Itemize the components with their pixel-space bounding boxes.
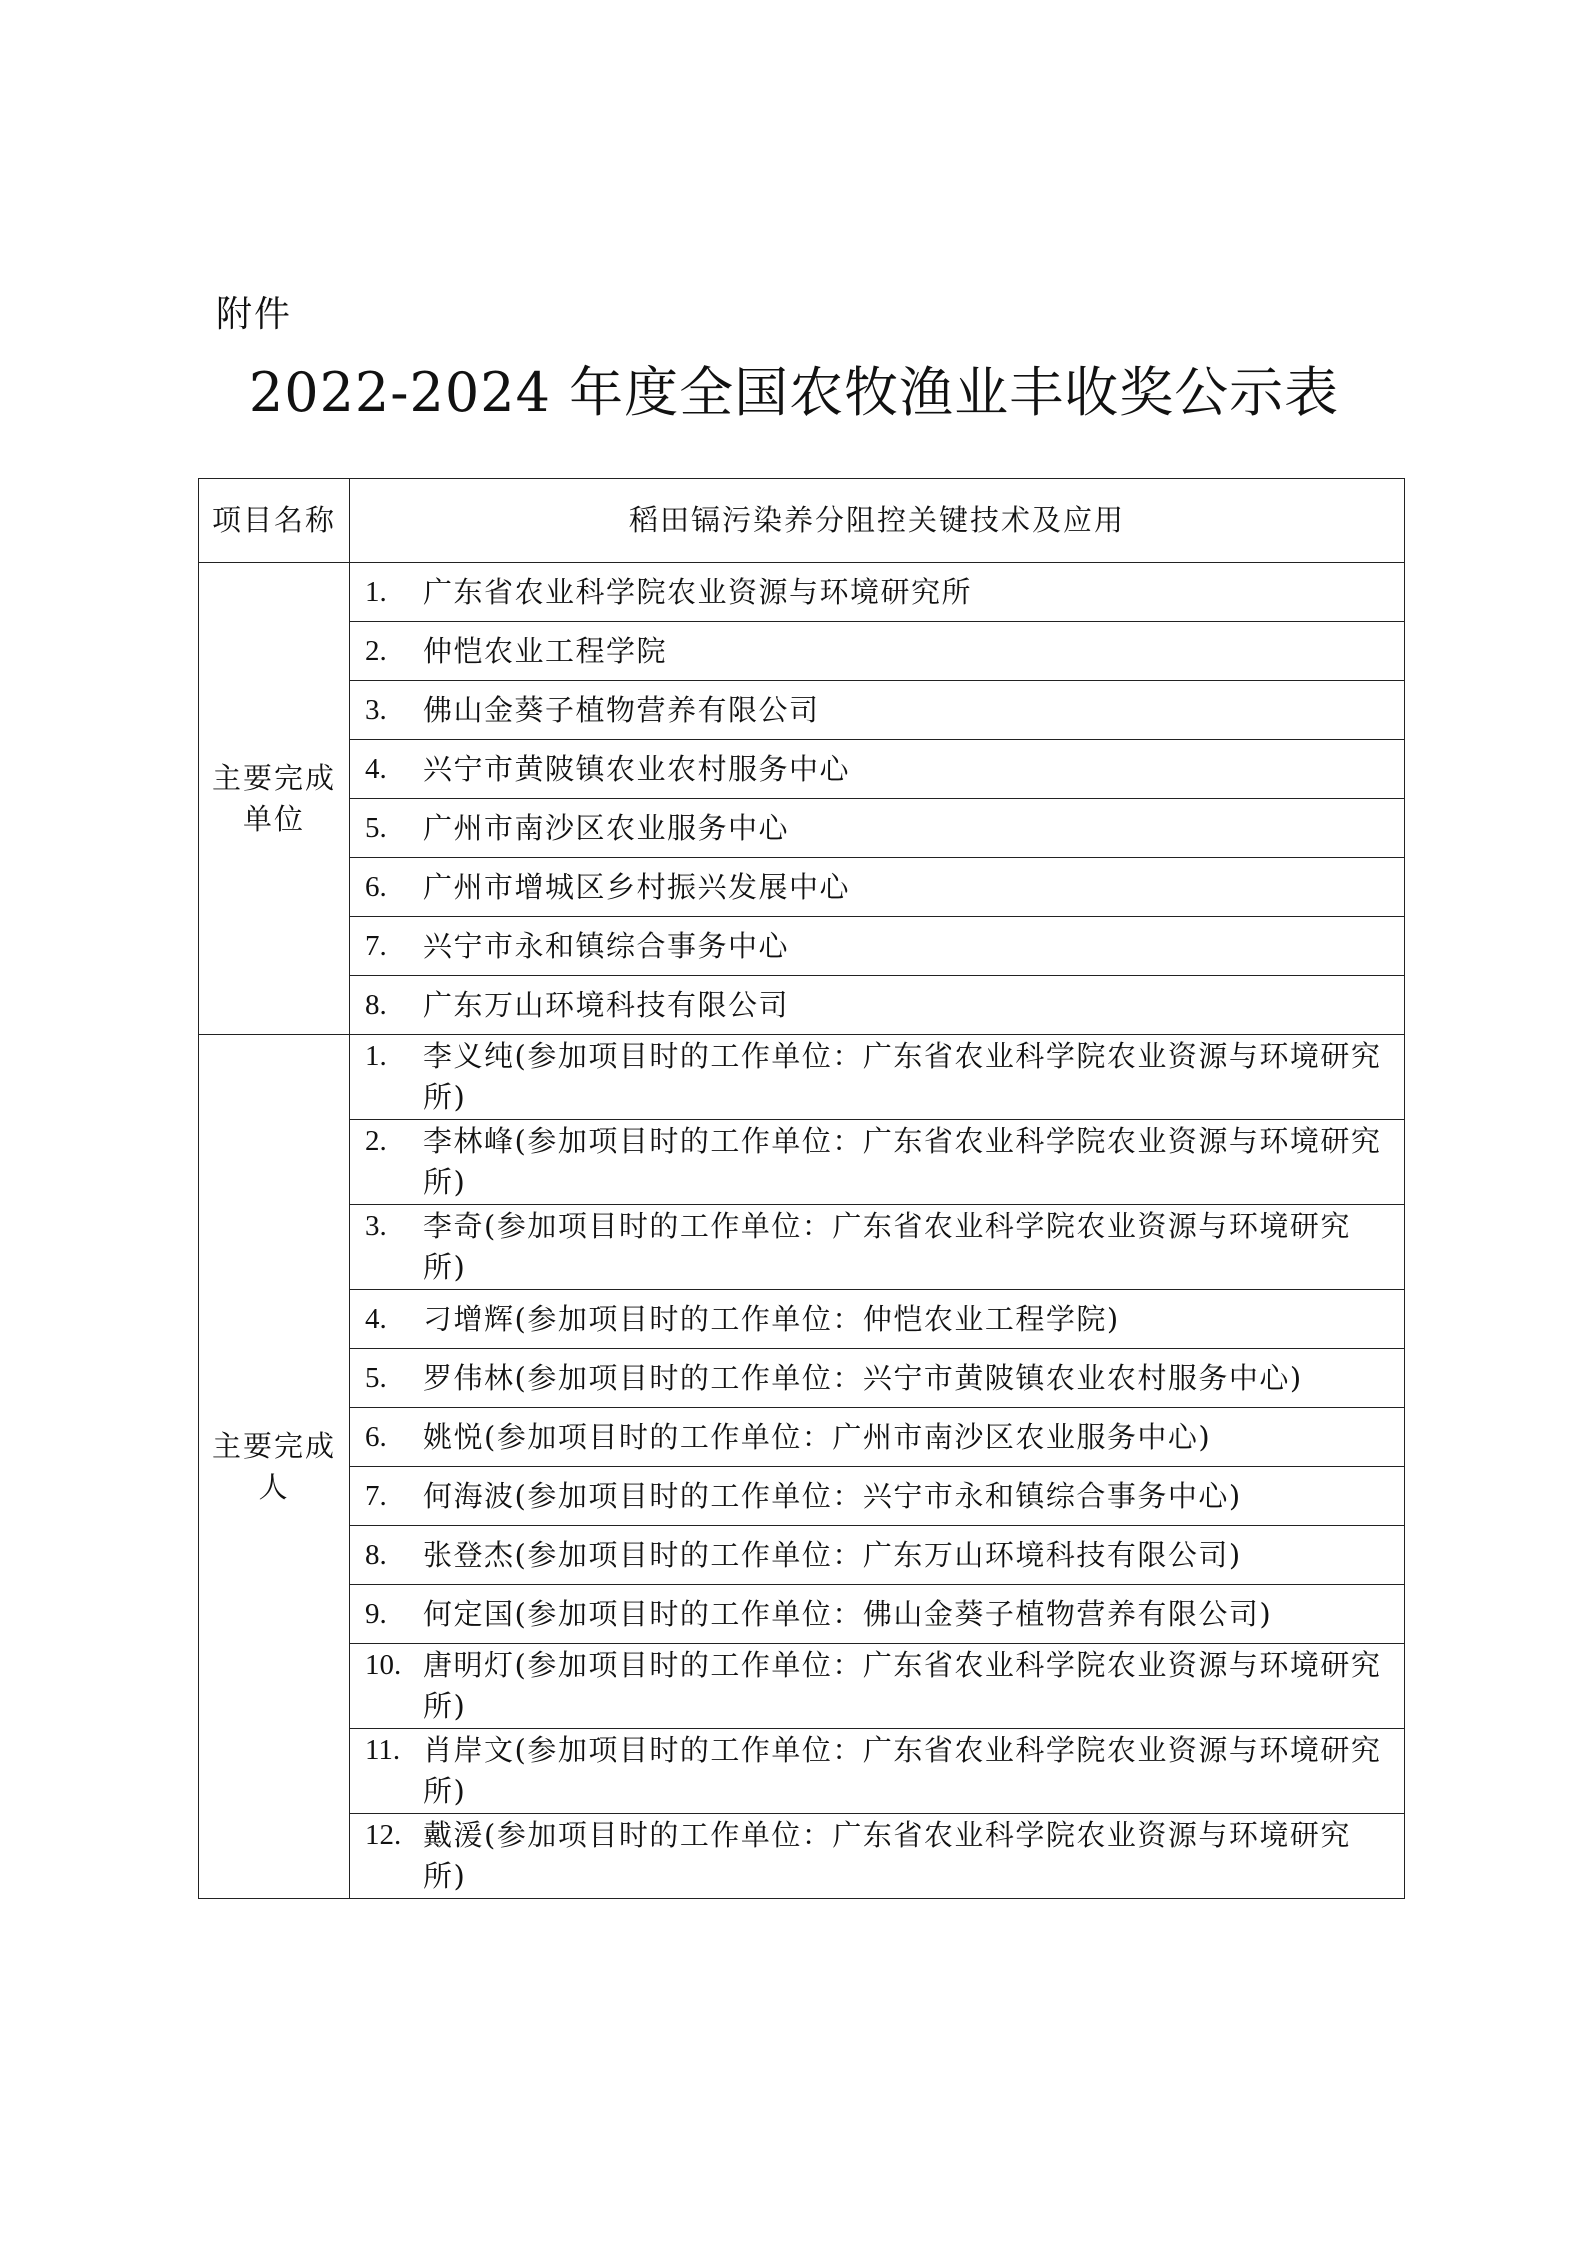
table-row [199, 740, 1405, 799]
person-entry: 罗伟林(参加项目时的工作单位：兴宁市黄陂镇农业农村服务中心) [423, 1360, 1303, 1395]
person-entry: 李林峰(参加项目时的工作单位：广东省农业科学院农业资源与环境研究所) [423, 1124, 1382, 1199]
units-label: 主要完成单位 [199, 563, 350, 1035]
person-item [350, 1120, 1405, 1205]
table-row [199, 1205, 1405, 1290]
person-item [350, 1526, 1405, 1585]
item-number: 3. [365, 1210, 387, 1242]
person-entry: 肖岸文(参加项目时的工作单位：广东省农业科学院农业资源与环境研究所) [423, 1733, 1382, 1808]
person-item [350, 1467, 1405, 1526]
item-number: 1. [365, 575, 387, 608]
unit-name: 兴宁市永和镇综合事务中心 [423, 928, 790, 963]
item-number: 2. [365, 634, 387, 667]
table-row [199, 976, 1405, 1035]
table-row [199, 1290, 1405, 1349]
table-row [199, 1349, 1405, 1408]
person-entry: 何定国(参加项目时的工作单位：佛山金葵子植物营养有限公司) [423, 1596, 1273, 1631]
person-entry: 唐明灯(参加项目时的工作单位：广东省农业科学院农业资源与环境研究所) [423, 1648, 1382, 1723]
person-entry: 姚悦(参加项目时的工作单位：广州市南沙区农业服务中心) [423, 1419, 1212, 1454]
unit-item [350, 917, 1405, 976]
person-item [350, 1290, 1405, 1349]
unit-name: 广东省农业科学院农业资源与环境研究所 [423, 574, 973, 609]
person-entry: 李奇(参加项目时的工作单位：广东省农业科学院农业资源与环境研究所) [423, 1209, 1351, 1284]
unit-item [350, 563, 1405, 622]
unit-name: 仲恺农业工程学院 [423, 633, 668, 668]
item-number: 2. [365, 1125, 387, 1157]
item-number: 5. [365, 811, 387, 844]
table-row [199, 1585, 1405, 1644]
table-row [199, 858, 1405, 917]
item-number: 5. [365, 1361, 387, 1394]
person-item [350, 1349, 1405, 1408]
person-entry: 刁增辉(参加项目时的工作单位：仲恺农业工程学院) [423, 1301, 1120, 1336]
person-entry: 何海波(参加项目时的工作单位：兴宁市永和镇综合事务中心) [423, 1478, 1242, 1513]
person-item [350, 1644, 1405, 1729]
table-row [199, 1729, 1405, 1814]
item-number: 9. [365, 1597, 387, 1630]
item-number: 6. [365, 870, 387, 903]
table-row [199, 1814, 1405, 1899]
item-number: 11. [365, 1734, 401, 1766]
person-item [350, 1585, 1405, 1644]
table-row [199, 799, 1405, 858]
unit-item [350, 858, 1405, 917]
unit-name: 广州市增城区乡村振兴发展中心 [423, 869, 851, 904]
table-row [199, 1644, 1405, 1729]
item-number: 3. [365, 693, 387, 726]
project-label: 项目名称 [199, 479, 350, 563]
item-number: 6. [365, 1420, 387, 1453]
person-item [350, 1814, 1405, 1899]
table-row [199, 563, 1405, 622]
table-row [199, 1467, 1405, 1526]
table-row [199, 1526, 1405, 1585]
item-number: 1. [365, 1040, 387, 1072]
table-row [199, 1120, 1405, 1205]
unit-name: 佛山金葵子植物营养有限公司 [423, 692, 820, 727]
unit-name: 广东万山环境科技有限公司 [423, 987, 790, 1022]
person-item [350, 1035, 1405, 1120]
unit-item [350, 681, 1405, 740]
person-entry: 张登杰(参加项目时的工作单位：广东万山环境科技有限公司) [423, 1537, 1242, 1572]
person-item [350, 1729, 1405, 1814]
table-row [199, 1408, 1405, 1467]
unit-item [350, 740, 1405, 799]
item-number: 4. [365, 752, 387, 785]
page-title: 2022-2024 年度全国农牧渔业丰收奖公示表 [248, 361, 1340, 424]
person-item [350, 1205, 1405, 1290]
item-number: 8. [365, 1538, 387, 1571]
item-number: 8. [365, 988, 387, 1021]
project-row [199, 479, 1405, 563]
unit-item [350, 622, 1405, 681]
unit-name: 兴宁市黄陂镇农业农村服务中心 [423, 751, 851, 786]
attachment-label: 附件 [216, 294, 293, 335]
table-row [199, 622, 1405, 681]
award-table [198, 478, 1405, 1899]
item-number: 10. [365, 1649, 402, 1681]
item-number: 7. [365, 929, 387, 962]
table-row [199, 917, 1405, 976]
item-number: 4. [365, 1302, 387, 1335]
unit-name: 广州市南沙区农业服务中心 [423, 810, 790, 845]
table-row [199, 681, 1405, 740]
persons-label: 主要完成人 [199, 1035, 350, 1899]
item-number: 7. [365, 1479, 387, 1512]
project-name: 稻田镉污染养分阻控关键技术及应用 [350, 479, 1405, 563]
unit-item [350, 799, 1405, 858]
item-number: 12. [365, 1819, 402, 1851]
person-entry: 李义纯(参加项目时的工作单位：广东省农业科学院农业资源与环境研究所) [423, 1039, 1382, 1114]
table-row [199, 1035, 1405, 1120]
person-item [350, 1408, 1405, 1467]
unit-item [350, 976, 1405, 1035]
person-entry: 戴湲(参加项目时的工作单位：广东省农业科学院农业资源与环境研究所) [423, 1818, 1351, 1893]
